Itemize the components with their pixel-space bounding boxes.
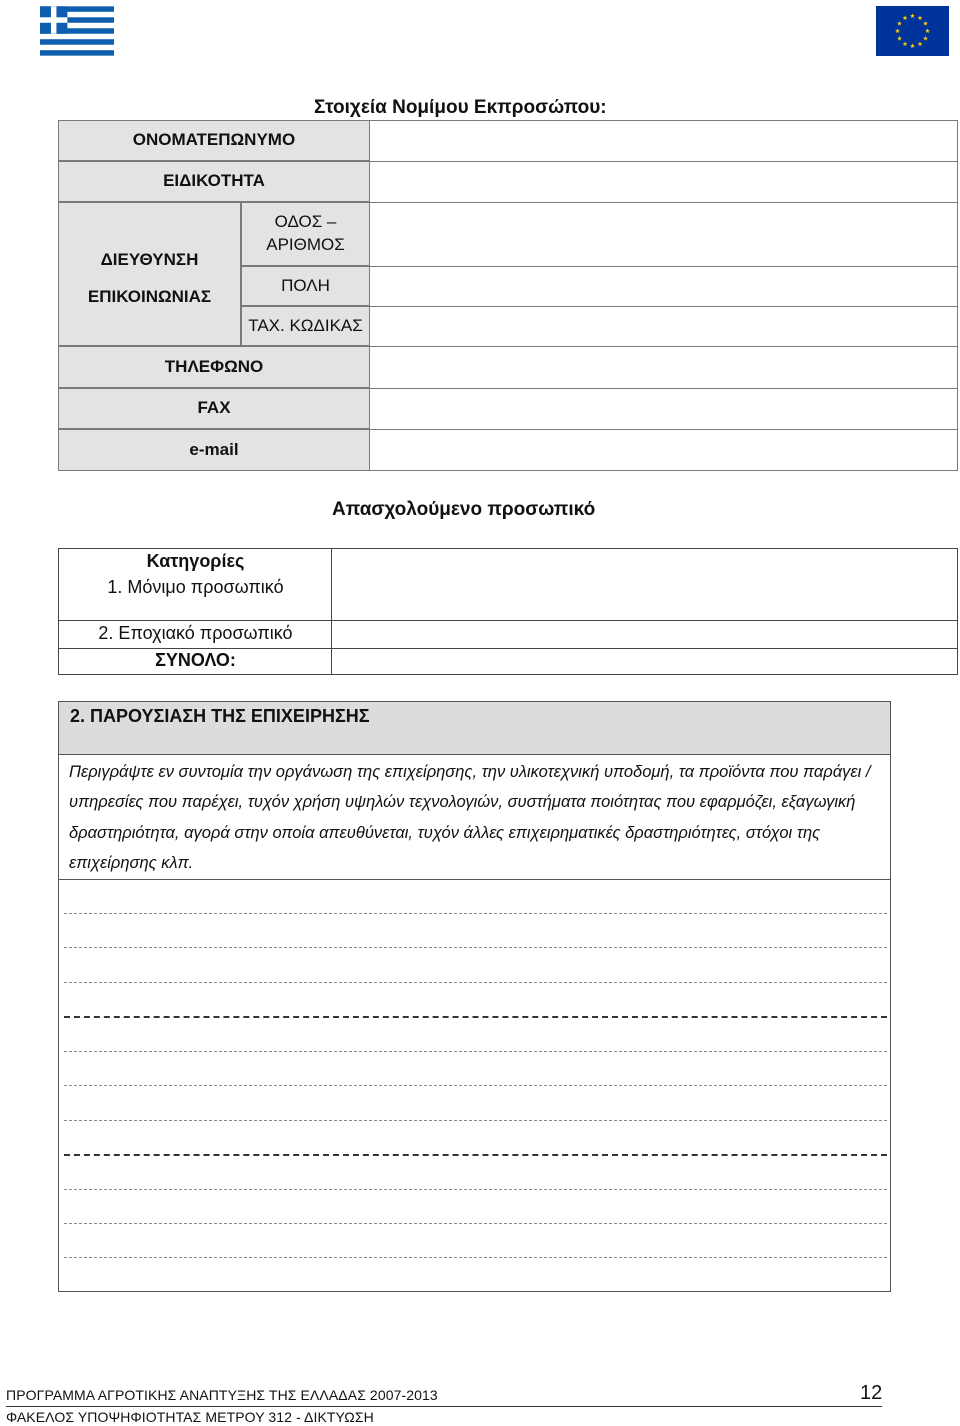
street-label [241,202,370,266]
email-field[interactable] [370,429,958,471]
writing-line [64,1223,887,1224]
page-number: 12 [860,1382,883,1404]
writing-line [64,1016,887,1018]
seasonal-staff-field[interactable] [332,621,957,648]
total-staff-field[interactable] [332,649,957,674]
representative-table [58,120,958,471]
specialty-field[interactable] [370,161,958,202]
writing-line [64,1189,887,1190]
staff-title: Απασχολούμενο προσωπικό [332,499,596,520]
address-label [58,202,241,346]
city-field[interactable] [370,266,958,306]
footer-rule [6,1406,882,1407]
section2-heading: 2. ΠΑΡΟΥΣΙΑΣΗ ΤΗΣ ΕΠΙΧΕΙΡΗΣΗΣ [59,702,890,755]
specialty-label: ΕΙΔΙΚΟΤΗΤΑ [58,161,370,202]
seasonal-staff-label: 2. Εποχιακό προσωπικό [98,623,293,643]
fax-field[interactable] [370,388,958,429]
writing-line [64,1051,887,1052]
street-field[interactable] [370,202,958,266]
footer-dossier: ΦΑΚΕΛΟΣ ΥΠΟΨΗΦΙΟΤΗΤΑΣ ΜΕΤΡΟΥ 312 - ΔΙΚΤΥΩΣΗ [6,1409,374,1425]
footer-program: ΠΡΟΓΡΑΜΜΑ ΑΓΡΟΤΙΚΗΣ ΑΝΑΠΤΥΞΗΣ ΤΗΣ ΕΛΛΑΔΑΣ 2007-2013 [6,1387,438,1403]
eu-flag-icon [876,6,949,56]
representative-title: Στοιχεία Νομίμου Εκπροσώπου: [314,97,607,118]
writing-line [64,1154,887,1156]
business-description-field[interactable] [59,880,890,1291]
total-label: ΣΥΝΟΛΟ: [155,650,236,670]
postcode-field[interactable] [370,306,958,346]
street-label-line2: ΑΡΙΘΜΟΣ [266,235,345,254]
city-label: ΠΟΛΗ [241,266,370,306]
postcode-label: ΤΑΧ. ΚΩΔΙΚΑΣ [241,306,370,346]
permanent-staff-field[interactable] [332,549,957,620]
writing-line [64,1257,887,1258]
full-name-label: ΟΝΟΜΑΤΕΠΩΝΥΜΟ [58,120,370,161]
street-label-line1: ΟΔΟΣ – [274,212,337,232]
phone-label: ΤΗΛΕΦΩΝΟ [58,346,370,388]
section2-description: Περιγράψτε εν συντομία την οργάνωση της επιχείρησης, την υλικοτεχνική υποδομή, τα προϊόντα που παράγει / υπηρεσίες που παρέχει, τυχόν χρήση υψηλών τεχνολογιών, συστήματα ποιότητας που εφαρμόζει, εξαγωγική δραστηριότητα, αγορά στην οποία απευθύνεται, τυχόν άλλες επιχειρηματικές δραστηριότητες, στόχοι της επιχείρησης κλπ. [69,763,871,873]
business-presentation-section [58,701,891,1292]
permanent-staff-label: 1. Μόνιμο προσωπικό [107,577,284,597]
writing-line [64,1120,887,1121]
writing-line [64,982,887,983]
writing-line [64,913,887,914]
fax-label: FAX [58,388,370,429]
categories-label: Κατηγορίες [146,551,245,571]
writing-line [64,947,887,948]
address-label-line2: ΕΠΙΚΟΙΝΩΝΙΑΣ [87,287,212,306]
writing-line [64,1085,887,1086]
staff-categories-column [59,549,332,674]
phone-field[interactable] [370,346,958,388]
greek-flag-icon [40,6,114,56]
staff-table [58,548,958,675]
email-label: e-mail [58,429,370,471]
full-name-field[interactable] [370,120,958,161]
address-label-line1: ΔΙΕΥΘΥΝΣΗ [100,250,199,270]
